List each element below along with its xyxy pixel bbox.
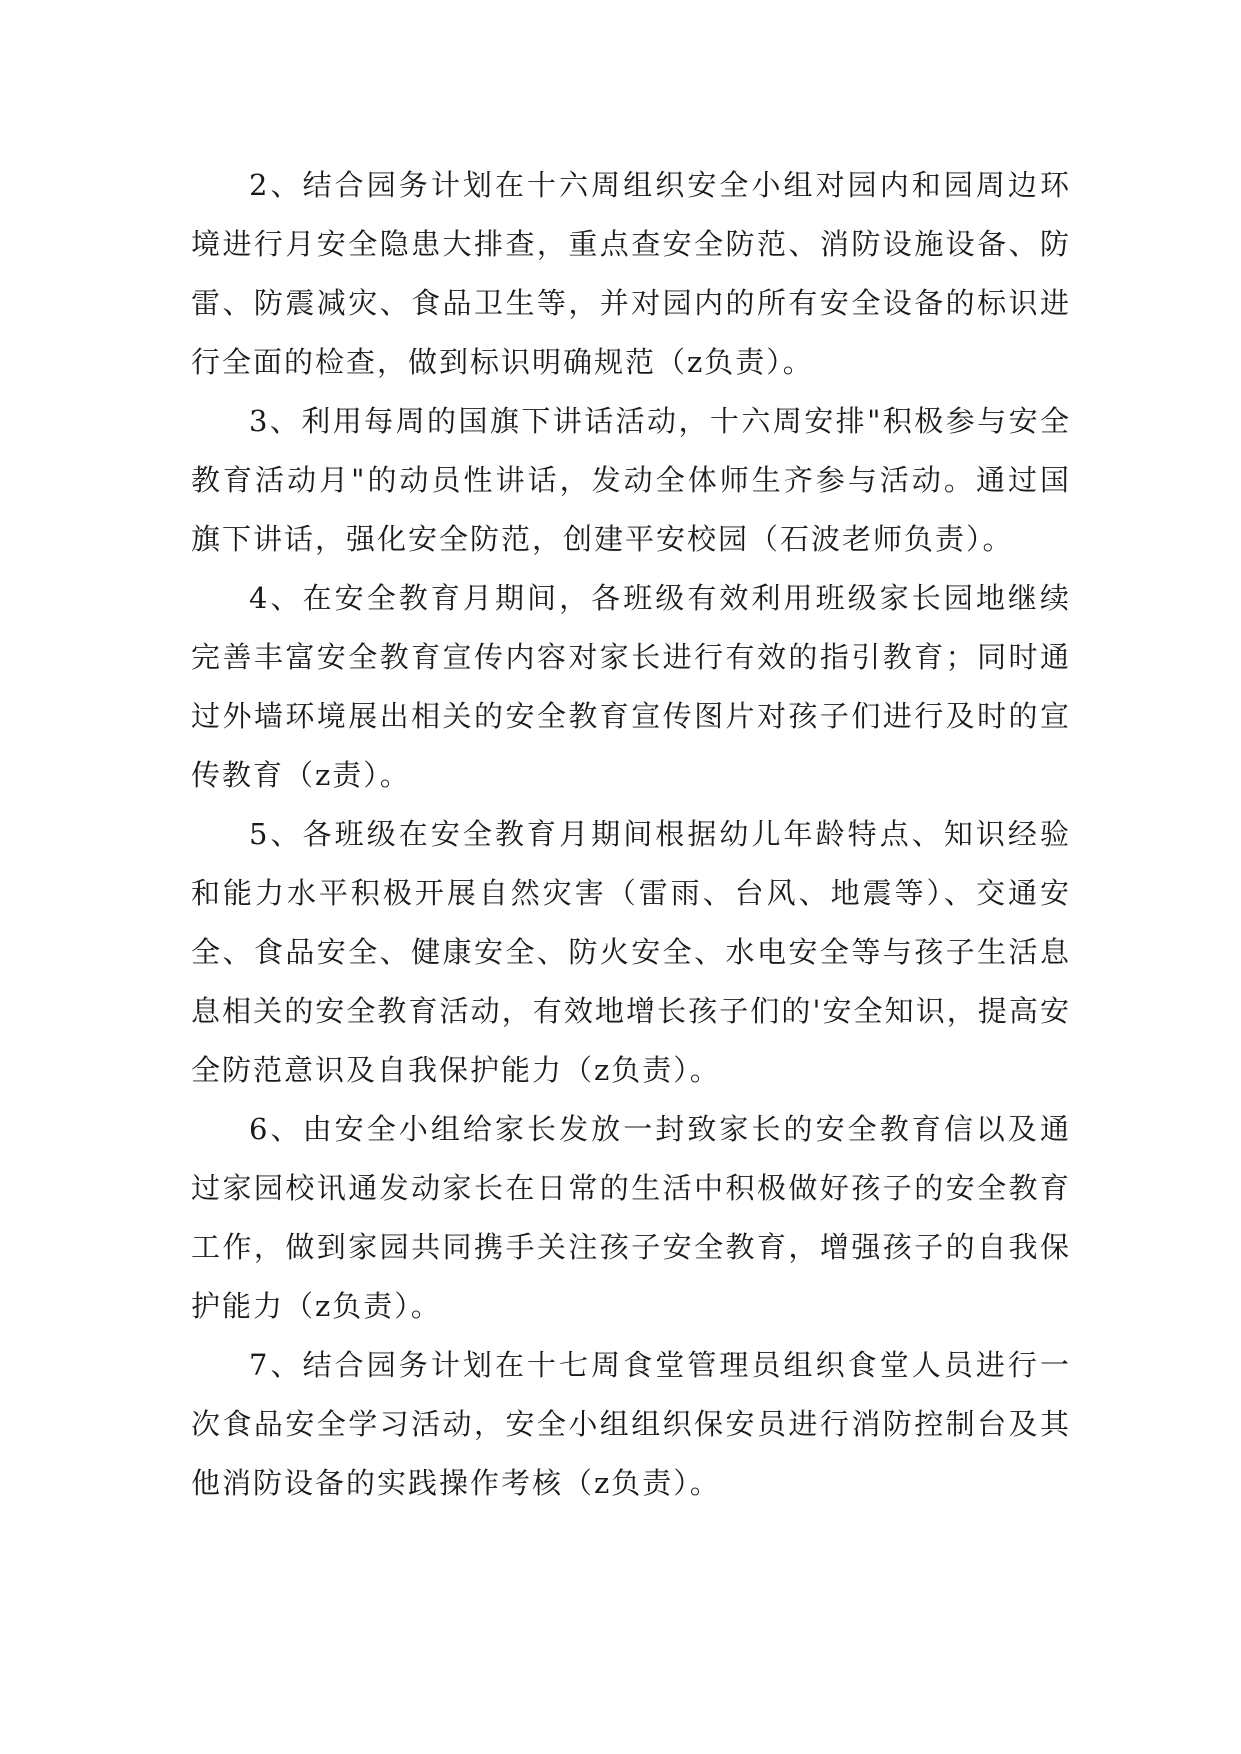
paragraph-item-5: 5、各班级在安全教育月期间根据幼儿年龄特点、知识经验和能力水平积极开展自然灾害（雷雨、台风、地震等）、交通安全、食品安全、健康安全、防火安全、水电安全等与孩子生活息息相关的安全教育活动，有效地增长孩子们的'安全知识，提高安全防范意识及自我保护能力（z负责）。 (191, 817, 1071, 1087)
document-body (191, 156, 1071, 1513)
paragraph-item-7: 7、结合园务计划在十七周食堂管理员组织食堂人员进行一次食品安全学习活动，安全小组组织保安员进行消防控制台及其他消防设备的实践操作考核（z负责）。 (191, 1348, 1071, 1500)
paragraph-item-2: 2、结合园务计划在十六周组织安全小组对园内和园周边环境进行月安全隐患大排查，重点查安全防范、消防设施设备、防雷、防震减灾、食品卫生等，并对园内的所有安全设备的标识进行全面的检查，做到标识明确规范（z负责）。 (191, 168, 1071, 379)
paragraph-item-3: 3、利用每周的国旗下讲话活动，十六周安排"积极参与安全教育活动月"的动员性讲话，发动全体师生齐参与活动。通过国旗下讲话，强化安全防范，创建平安校园（石波老师负责）。 (191, 404, 1071, 556)
paragraph-item-4: 4、在安全教育月期间，各班级有效利用班级家长园地继续完善丰富安全教育宣传内容对家长进行有效的指引教育；同时通过外墙环境展出相关的安全教育宣传图片对孩子们进行及时的宣传教育（z责）。 (191, 581, 1071, 792)
paragraph-item-6: 6、由安全小组给家长发放一封致家长的安全教育信以及通过家园校讯通发动家长在日常的生活中积极做好孩子的安全教育工作，做到家园共同携手关注孩子安全教育，增强孩子的自我保护能力（z负责）。 (191, 1112, 1071, 1323)
